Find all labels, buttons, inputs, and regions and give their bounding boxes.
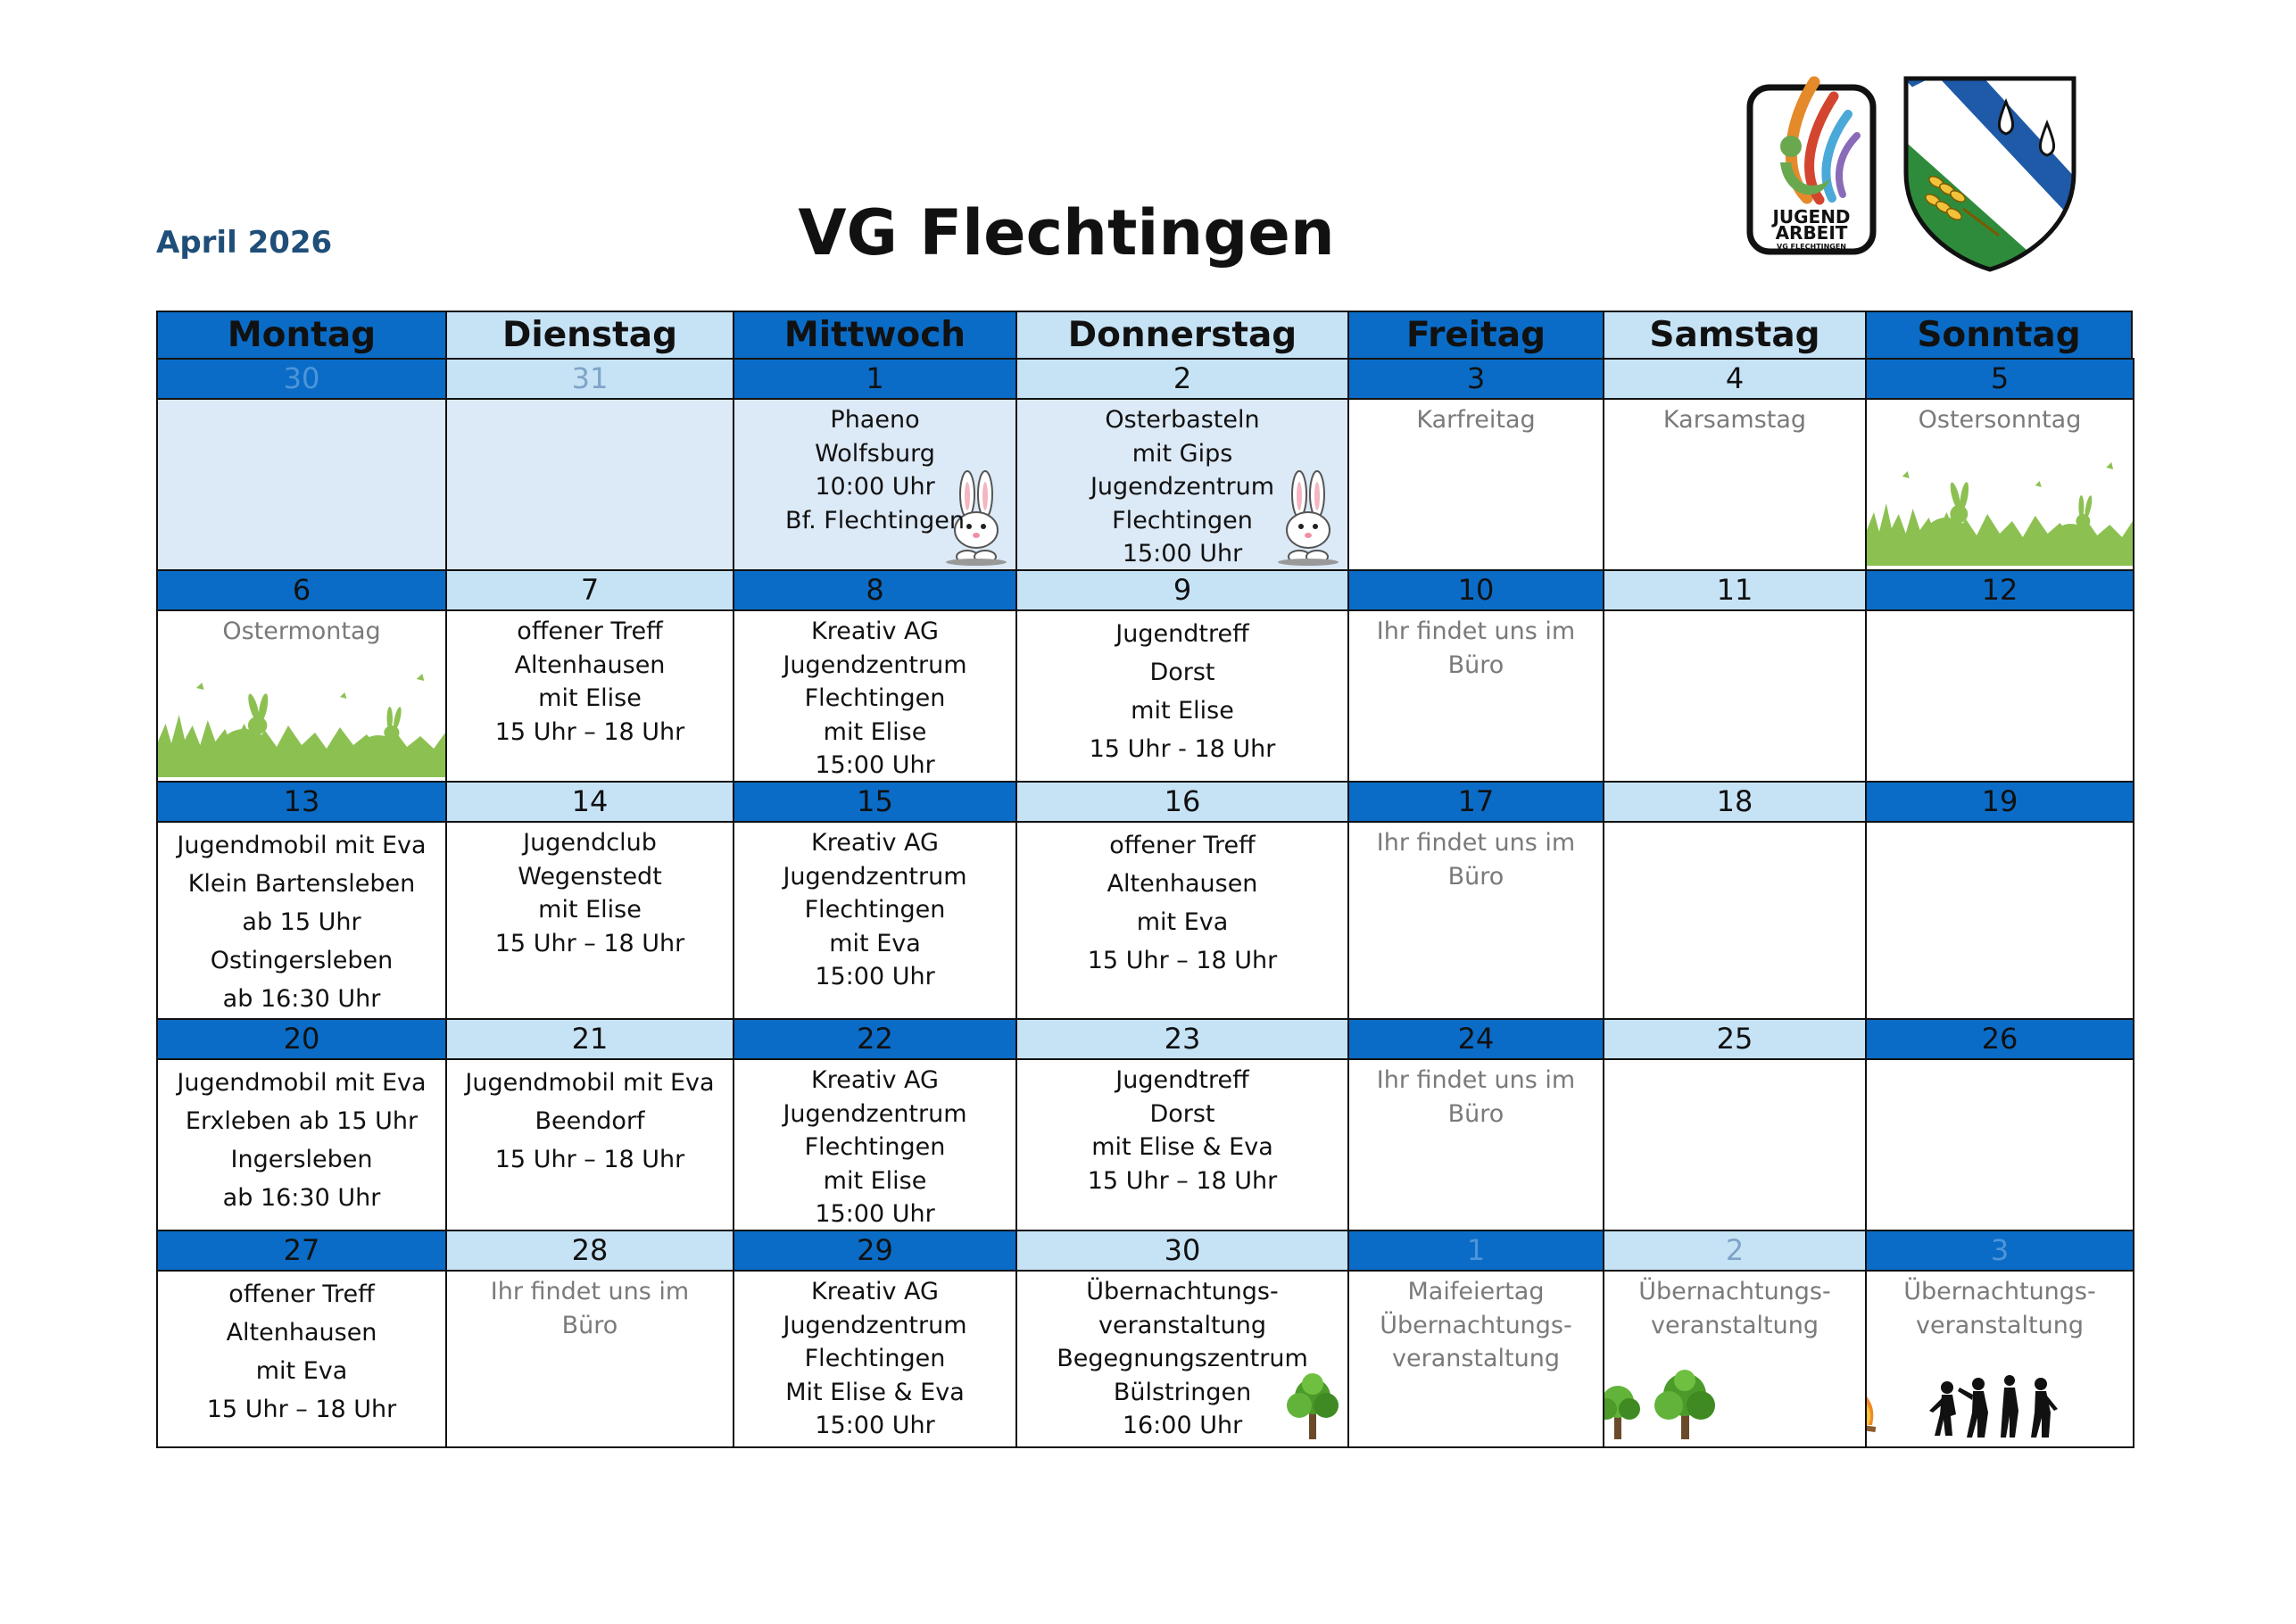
event-line: Flechtingen [804, 896, 946, 924]
event-text [1349, 1272, 1603, 1376]
event-line: Jugendmobil mit Eva [177, 1069, 427, 1097]
day-cell [445, 398, 734, 571]
event-line: Jugendzentrum [783, 1099, 967, 1128]
event-text [1604, 823, 1865, 826]
day-number: 12 [1865, 569, 2134, 611]
event-line: Maifeiertag [1407, 1278, 1545, 1305]
event-line: Wolfsburg [815, 439, 935, 468]
event-line: Jugendclub [523, 829, 657, 857]
event-line: mit Elise [823, 717, 927, 746]
day-number: 21 [445, 1018, 734, 1060]
event-line: Büro [561, 1311, 618, 1339]
event-text [734, 823, 1015, 994]
event-line: Ihr findet uns im [1376, 1066, 1576, 1094]
day-cell [445, 821, 734, 1020]
day-number: 24 [1347, 1018, 1604, 1060]
day-cell [445, 609, 734, 783]
event-line: Klein Bartensleben [187, 870, 416, 898]
logo-text-arbeit: ARBEIT [1775, 222, 1848, 244]
day-number: 16 [1015, 781, 1349, 823]
day-number: 5 [1865, 358, 2134, 400]
event-line: veranstaltung [1098, 1311, 1266, 1339]
event-line: mit Eva [1136, 908, 1229, 936]
day-number: 23 [1015, 1018, 1349, 1060]
day-cell [1865, 821, 2134, 1020]
day-cell [1347, 1270, 1604, 1448]
event-line: mit Eva [829, 929, 921, 957]
event-line: Kreativ AG [811, 829, 939, 857]
weekday-header-dienstag: Dienstag [445, 311, 734, 360]
event-line: Übernachtungs- [1086, 1278, 1279, 1305]
day-cell [1347, 609, 1604, 783]
day-number: 8 [733, 569, 1017, 611]
event-line: Wegenstedt [518, 862, 662, 891]
day-number: 1 [733, 358, 1017, 400]
event-line: 15 Uhr – 18 Uhr [494, 717, 685, 746]
day-cell [733, 1058, 1017, 1231]
event-line: mit Elise [1131, 697, 1234, 725]
event-text [447, 1272, 733, 1342]
event-text [734, 611, 1015, 783]
event-line: 16:00 Uhr [1122, 1412, 1243, 1439]
event-text [447, 823, 733, 960]
event-line: Flechtingen [1112, 506, 1253, 534]
weekday-header-donnerstag: Donnerstag [1015, 311, 1349, 360]
event-text [1017, 823, 1347, 980]
day-number: 31 [445, 358, 734, 400]
event-line: Flechtingen [804, 684, 946, 712]
event-line: mit Gips [1131, 439, 1233, 468]
event-line: 15:00 Uhr [815, 1200, 935, 1228]
event-text [1017, 1272, 1347, 1443]
event-text [158, 611, 445, 649]
day-cell [1603, 609, 1867, 783]
event-line: Kreativ AG [811, 1278, 939, 1305]
event-line: 15 Uhr - 18 Uhr [1089, 735, 1276, 763]
event-line: Übernachtungs- [1638, 1278, 1831, 1305]
day-number: 2 [1603, 1230, 1867, 1272]
day-cell [1865, 398, 2134, 571]
day-cell [733, 1270, 1017, 1448]
event-line: Ostermontag [222, 617, 381, 645]
event-text [1017, 611, 1347, 768]
event-line: Karsamstag [1662, 406, 1807, 434]
event-line: 10:00 Uhr [815, 473, 935, 501]
day-cell [1603, 1270, 1867, 1448]
day-number: 22 [733, 1018, 1017, 1060]
day-number: 7 [445, 569, 734, 611]
event-line: 15 Uhr – 18 Uhr [494, 929, 685, 957]
page-title: VG Flechtingen [798, 196, 1335, 269]
day-cell [156, 821, 447, 1020]
event-line: Dorst [1149, 659, 1215, 686]
event-line: Jugendzentrum [1090, 473, 1275, 501]
event-line: mit Elise [823, 1166, 927, 1195]
event-line: Kreativ AG [811, 1066, 939, 1094]
day-number: 20 [156, 1018, 447, 1060]
event-text [1604, 400, 1865, 437]
day-number: 9 [1015, 569, 1349, 611]
event-line: mit Elise [538, 896, 642, 924]
day-cell [445, 1058, 734, 1231]
event-line: 15:00 Uhr [1122, 540, 1243, 568]
day-cell [733, 398, 1017, 571]
event-line: Flechtingen [804, 1133, 946, 1161]
event-line: Altenhausen [1107, 870, 1258, 898]
day-cell [156, 609, 447, 783]
event-line: Büro [1447, 1099, 1504, 1128]
day-number: 3 [1865, 1230, 2134, 1272]
event-text [1867, 1272, 2133, 1342]
day-number: 17 [1347, 781, 1604, 823]
event-line: offener Treff [517, 617, 663, 645]
event-line: Osterbasteln [1105, 406, 1260, 434]
event-line: Jugendmobil mit Eva [465, 1069, 715, 1097]
event-line: offener Treff [228, 1280, 375, 1308]
day-number: 25 [1603, 1018, 1867, 1060]
event-text [158, 823, 445, 1018]
day-number: 2 [1015, 358, 1349, 400]
day-cell [1347, 821, 1604, 1020]
day-number: 15 [733, 781, 1017, 823]
day-cell [1347, 398, 1604, 571]
event-line: 15:00 Uhr [815, 963, 935, 990]
event-line: mit Eva [255, 1357, 348, 1385]
day-cell [1865, 609, 2134, 783]
day-number: 18 [1603, 781, 1867, 823]
event-line: Büro [1447, 862, 1504, 891]
event-text [1349, 611, 1603, 682]
day-number: 1 [1347, 1230, 1604, 1272]
event-line: 15 Uhr – 18 Uhr [1087, 947, 1278, 974]
event-text [1867, 400, 2133, 437]
event-line: Übernachtungs- [1903, 1278, 2096, 1305]
day-cell [733, 609, 1017, 783]
event-text [158, 1060, 445, 1217]
event-line: Dorst [1149, 1099, 1215, 1128]
weekday-header-sonntag: Sonntag [1865, 311, 2133, 360]
event-line: Jugendzentrum [783, 1311, 967, 1339]
event-line: veranstaltung [1651, 1311, 1819, 1339]
day-cell [1603, 1058, 1867, 1231]
event-line: Jugendzentrum [783, 650, 967, 679]
calendar-grid [156, 311, 2133, 1448]
event-text [1867, 1060, 2133, 1064]
day-cell [156, 1270, 447, 1448]
event-text [447, 1060, 733, 1179]
weekday-header-montag: Montag [156, 311, 447, 360]
event-line: 15:00 Uhr [815, 1412, 935, 1439]
event-text [1867, 611, 2133, 615]
event-text [1017, 1060, 1347, 1197]
event-line: 15 Uhr – 18 Uhr [494, 1146, 685, 1173]
event-line: Ihr findet uns im [1376, 829, 1576, 857]
day-cell [1015, 1058, 1349, 1231]
event-line: Ihr findet uns im [1376, 617, 1576, 645]
event-text [734, 400, 1015, 537]
event-text [447, 611, 733, 749]
event-text [1604, 611, 1865, 615]
day-number: 11 [1603, 569, 1867, 611]
event-text [734, 1060, 1015, 1231]
day-cell [156, 1058, 447, 1231]
trees-icon [1603, 1370, 1738, 1445]
event-line: Ingersleben [230, 1146, 373, 1173]
event-line: Phaeno [830, 406, 920, 434]
event-line: Jugendtreff [1115, 1066, 1249, 1094]
easter-meadow-icon [1867, 450, 2133, 569]
day-number: 6 [156, 569, 447, 611]
event-line: Ihr findet uns im [490, 1278, 690, 1305]
event-line: Übernachtungs- [1380, 1311, 1572, 1339]
weekday-header-mittwoch: Mittwoch [733, 311, 1017, 360]
event-line: 15:00 Uhr [815, 751, 935, 779]
day-cell [1015, 609, 1349, 783]
event-text [1604, 1060, 1865, 1064]
logo-text-jugend: JUGEND [1772, 206, 1851, 228]
day-cell [1865, 1058, 2134, 1231]
event-text [734, 1272, 1015, 1443]
day-number: 30 [156, 358, 447, 400]
event-line: ab 15 Uhr [242, 908, 361, 936]
event-text [1349, 1060, 1603, 1131]
jugendarbeit-logo [1745, 64, 1878, 257]
event-line: Bf. Flechtingen [785, 506, 965, 534]
day-number: 3 [1347, 358, 1604, 400]
event-line: Mit Elise & Eva [785, 1378, 965, 1406]
event-text [158, 400, 445, 403]
event-text [1349, 823, 1603, 893]
event-line: Altenhausen [514, 650, 666, 679]
campfire-kids-icon [1867, 1370, 2134, 1445]
event-line: veranstaltung [1916, 1311, 2084, 1339]
day-cell [1015, 821, 1349, 1020]
event-text [1349, 400, 1603, 437]
day-cell [1603, 821, 1867, 1020]
day-cell [1347, 1058, 1604, 1231]
event-line: Ostingersleben [210, 947, 394, 974]
event-line: Flechtingen [804, 1345, 946, 1372]
day-cell [1015, 398, 1349, 571]
month-label: April 2026 [156, 225, 333, 261]
event-line: Büro [1447, 650, 1504, 679]
event-line: Karfreitag [1416, 406, 1536, 434]
day-number: 14 [445, 781, 734, 823]
weekday-header-samstag: Samstag [1603, 311, 1867, 360]
event-line: ab 16:30 Uhr [222, 985, 381, 1013]
day-number: 13 [156, 781, 447, 823]
day-cell [733, 821, 1017, 1020]
day-cell [156, 398, 447, 571]
day-number: 28 [445, 1230, 734, 1272]
event-text [1017, 400, 1347, 571]
event-line: offener Treff [1109, 832, 1256, 859]
event-line: mit Elise & Eva [1091, 1133, 1273, 1161]
event-line: Kreativ AG [811, 617, 939, 645]
event-line: 15 Uhr – 18 Uhr [1087, 1166, 1278, 1195]
event-line: ab 16:30 Uhr [222, 1184, 381, 1212]
event-text [1604, 1272, 1865, 1342]
day-number: 27 [156, 1230, 447, 1272]
day-number: 29 [733, 1230, 1017, 1272]
event-line: veranstaltung [1392, 1345, 1560, 1372]
day-number: 30 [1015, 1230, 1349, 1272]
day-cell [1603, 398, 1867, 571]
day-number: 4 [1603, 358, 1867, 400]
event-line: Jugendtreff [1115, 620, 1249, 648]
day-number: 10 [1347, 569, 1604, 611]
easter-meadow-icon [158, 661, 445, 781]
day-cell [1865, 1270, 2134, 1448]
event-line: Jugendzentrum [783, 862, 967, 891]
event-line: Altenhausen [226, 1319, 377, 1346]
day-cell [445, 1270, 734, 1448]
event-line: 15 Uhr – 18 Uhr [206, 1396, 397, 1423]
event-text [1867, 823, 2133, 826]
event-line: Ostersonntag [1918, 406, 2082, 434]
event-line: Bülstringen [1113, 1378, 1252, 1406]
event-line: Jugendmobil mit Eva [177, 832, 427, 859]
event-line: mit Elise [538, 684, 642, 712]
event-line: Beendorf [535, 1107, 645, 1135]
event-line: Erxleben ab 15 Uhr [185, 1107, 419, 1135]
event-line: Begegnungszentrum [1057, 1345, 1308, 1372]
day-number: 26 [1865, 1018, 2134, 1060]
event-text [158, 1272, 445, 1429]
day-cell [1015, 1270, 1349, 1448]
coat-of-arms-logo [1901, 75, 2079, 273]
weekday-header-freitag: Freitag [1347, 311, 1604, 360]
event-text [447, 400, 733, 403]
day-number: 19 [1865, 781, 2134, 823]
logo-text-vg: VG FLECHTINGEN [1777, 243, 1846, 251]
